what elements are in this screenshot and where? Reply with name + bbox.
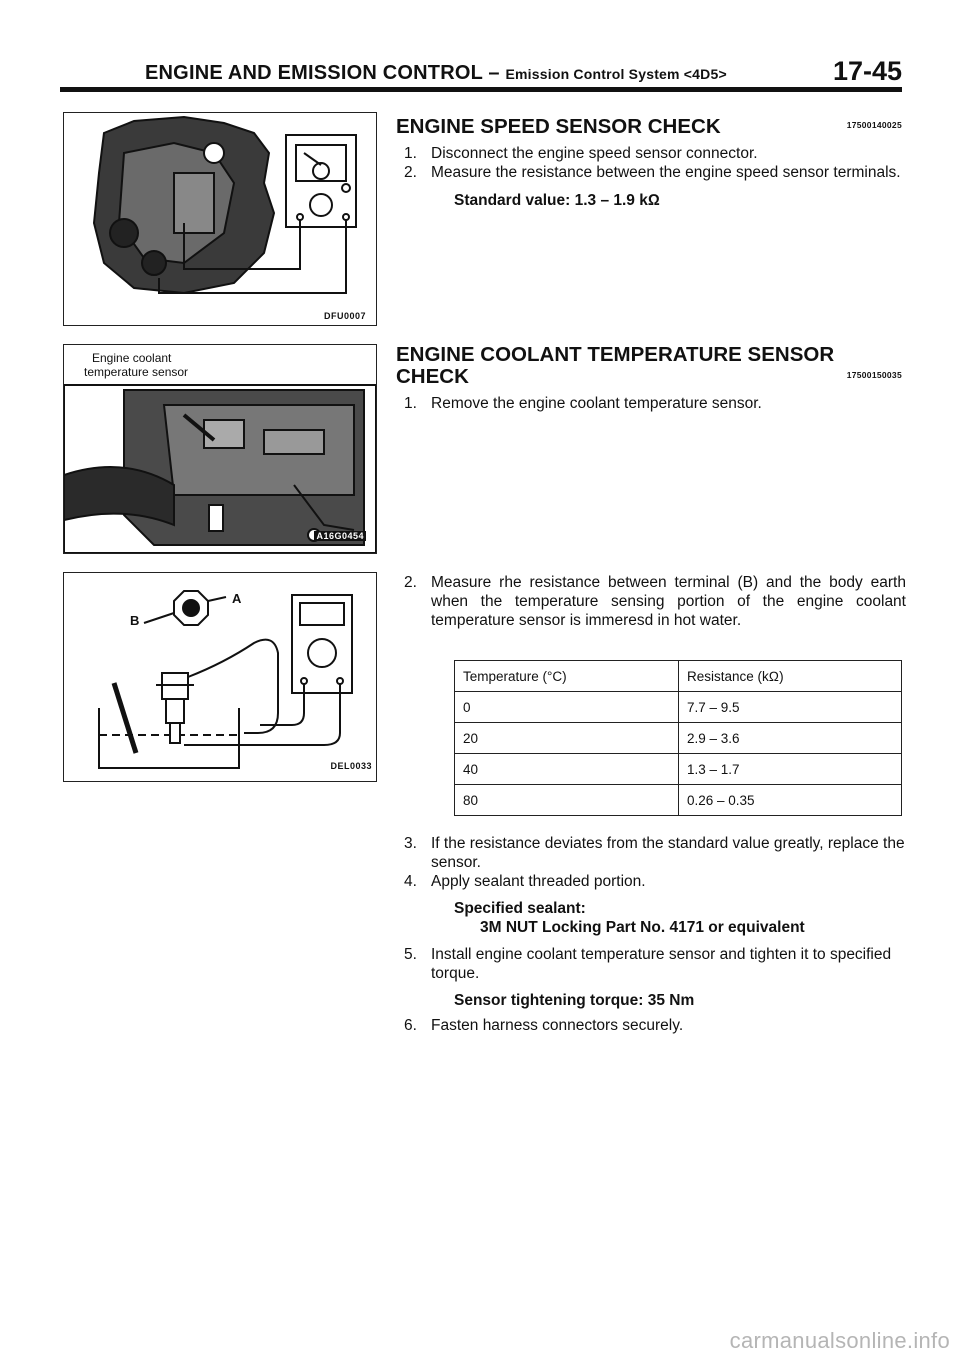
coolant-sensor-callout: Engine coolant temperature sensor xyxy=(84,351,189,379)
section-title: ENGINE COOLANT TEMPERATURE SENSOR CHECK 17500150035 xyxy=(396,343,902,388)
step-item: 4. Apply sealant threaded portion. xyxy=(404,873,646,890)
section-code: 17500150035 xyxy=(846,370,902,380)
section-coolant-temp-sensor xyxy=(396,344,906,413)
table-header: Resistance (kΩ) xyxy=(679,661,902,692)
step-2-block xyxy=(396,573,906,630)
figure-code: DFU0007 xyxy=(323,311,366,321)
watermark: carmanualsonline.info xyxy=(729,1328,950,1353)
figure-sensor-in-water xyxy=(63,572,377,782)
table-row xyxy=(455,692,902,723)
figure-coolant-sensor-location xyxy=(63,344,377,554)
step-item: 3. If the resistance deviates from the standard value greatly, replace the sensor. xyxy=(404,835,905,871)
header-title: ENGINE AND EMISSION CONTROL – Emission Control System <4D5> xyxy=(145,62,727,84)
table-row xyxy=(455,785,902,816)
section-title: ENGINE SPEED SENSOR CHECK 17500140025 xyxy=(396,115,902,138)
figure-code: A16G0454 xyxy=(316,531,364,541)
table-row xyxy=(455,723,902,754)
table-cell: 20 xyxy=(455,723,679,754)
table-cell: 0 xyxy=(455,692,679,723)
table-header-row xyxy=(455,661,902,692)
page-header xyxy=(60,50,902,92)
steps-3-to-6 xyxy=(396,834,906,1035)
header-subtitle: Emission Control System <4D5> xyxy=(505,66,727,82)
resistance-table xyxy=(454,660,902,816)
tightening-torque: Sensor tightening torque: 35 Nm xyxy=(454,992,695,1009)
sensor-test-illustration xyxy=(64,573,376,781)
section-engine-speed-sensor xyxy=(396,116,906,210)
table-cell: 0.26 – 0.35 xyxy=(679,785,902,816)
figure-speed-sensor xyxy=(63,112,377,326)
table-cell: 1.3 – 1.7 xyxy=(679,754,902,785)
figure-code: DEL0033 xyxy=(330,761,372,771)
terminal-label-a: A xyxy=(232,591,242,606)
table-cell: 7.7 – 9.5 xyxy=(679,692,902,723)
table-cell: 2.9 – 3.6 xyxy=(679,723,902,754)
header-rule xyxy=(60,87,902,92)
speed-sensor-illustration xyxy=(64,113,376,325)
table-row xyxy=(455,754,902,785)
standard-value: Standard value: 1.3 – 1.9 kΩ xyxy=(454,192,660,209)
page-number: 17-45 xyxy=(832,56,902,86)
terminal-label-b: B xyxy=(130,613,140,628)
table-header: Temperature (°C) xyxy=(455,661,679,692)
table-cell: 40 xyxy=(455,754,679,785)
step-item: 1. Disconnect the engine speed sensor connector. xyxy=(404,145,758,162)
table-cell: 80 xyxy=(455,785,679,816)
step-item: 6. Fasten harness connectors securely. xyxy=(404,1017,684,1034)
step-item: 1. Remove the engine coolant temperature sensor. xyxy=(404,395,762,412)
step-item: 5. Install engine coolant temperature sensor and tighten it to specified torque. xyxy=(404,946,892,982)
step-item: 2. Measure rhe resistance between terminal (B) and the body earth when the temperature sensing portion of the engine coolant temperature sensor is immeresd in hot water. xyxy=(404,574,906,629)
sealant-value: 3M NUT Locking Part No. 4171 or equivalent xyxy=(480,919,805,936)
sealant-label: Specified sealant: xyxy=(454,900,586,917)
section-code: 17500140025 xyxy=(846,120,902,130)
step-item: 2. Measure the resistance between the engine speed sensor terminals. xyxy=(404,164,901,181)
